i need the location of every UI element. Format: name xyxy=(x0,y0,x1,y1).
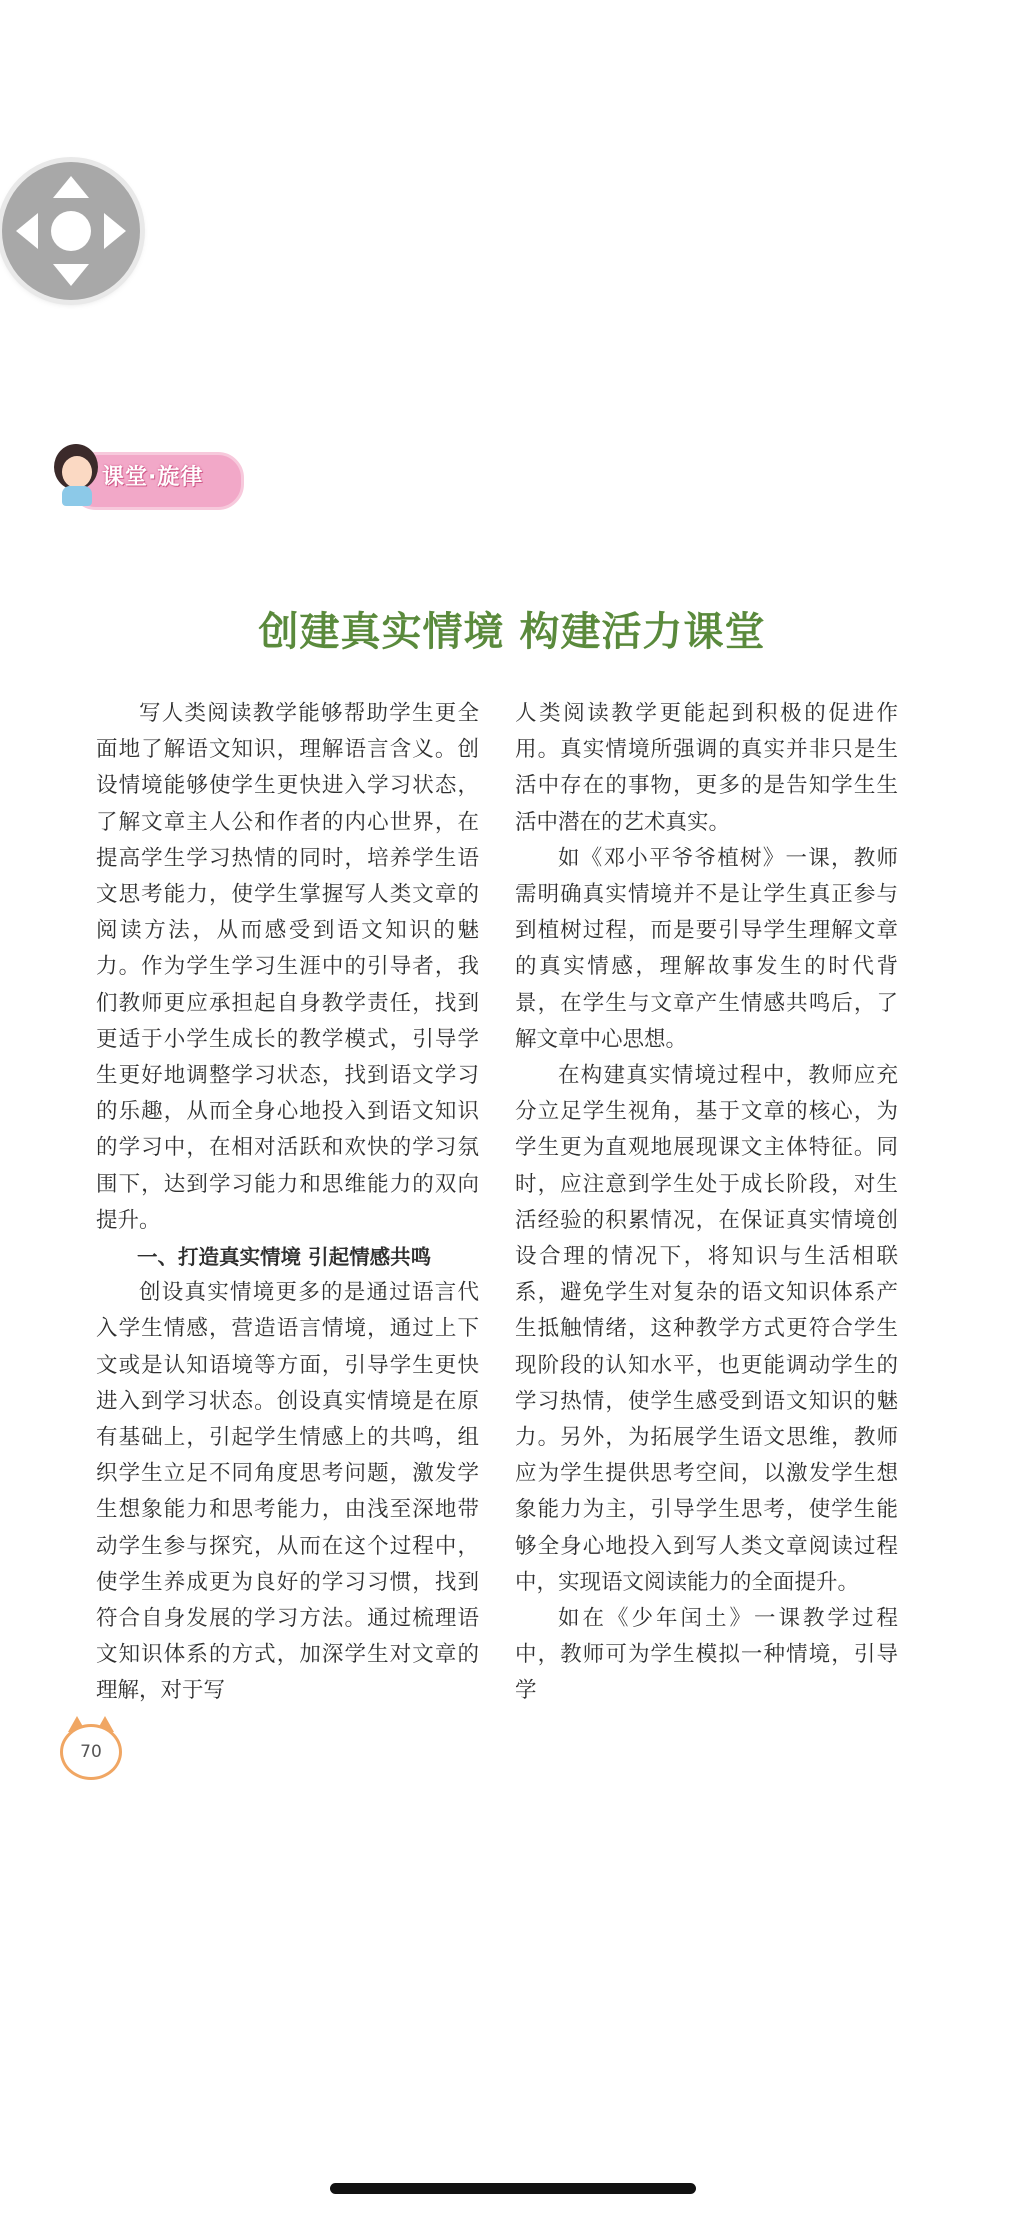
right-column xyxy=(515,696,898,1710)
paragraph: 如在《少年闰土》一课教学过程中，教师可为学生模拟一种情境，引导学 xyxy=(515,1606,898,1704)
left-column xyxy=(96,696,479,1710)
paragraph: 如《邓小平爷爷植树》一课，教师需明确真实情境并不是让学生真正参与到植树过程，而是要引导学生理解文章的真实情感，理解故事发生的时代背景，在学生与文章产生情感共鸣后，了解文章中心思想。 xyxy=(515,845,898,1052)
article-title: 创建真实情境 构建活力课堂 xyxy=(258,608,766,655)
center-button[interactable] xyxy=(51,211,91,251)
directional-pad-control[interactable] xyxy=(2,162,140,300)
arrow-left-icon[interactable] xyxy=(16,213,38,249)
section-label: 课堂·旋律 xyxy=(102,465,204,490)
paragraph: 在构建真实情境过程中，教师应充分立足学生视角，基于文章的核心，为学生更为直观地展现课文主体特征。同时，应注意到学生处于成长阶段，对生活经验的积累情况，在保证真实情境创设合理的情况下，将知识与生活相联系，避免学生对复杂的语文知识体系产生抵触情绪，这种教学方式更符合学生现阶段的认知水平，也更能调动学生的学习热情，使学生感受到语文知识的魅力。另外，为拓展学生语文思维，教师应为学生提供思考空间，以激发学生想象能力为主，引导学生思考，使学生能够全身心地投入到写人类文章阅读过程中，实现语文阅读能力的全面提升。 xyxy=(515,1063,898,1595)
girl-face-icon xyxy=(62,456,92,488)
paragraph: 创设真实情境更多的是通过语言代入学生情感，营造语言情境，通过上下文或是认知语境等方面，引导学生更快进入到学习状态。创设真实情境是在原有基础上，引起学生情感上的共鸣，组织学生立足不同角度思考问题，激发学生想象能力和思考能力，由浅至深地带动学生参与探究，从而在这个过程中，使学生养成更为良好的学习习惯，找到符合自身发展的学习方法。通过梳理语文知识体系的方式，加深学生对文章的理解，对于写 xyxy=(96,1280,479,1704)
arrow-right-icon[interactable] xyxy=(104,213,126,249)
girl-body-icon xyxy=(62,486,92,506)
page-number: 70 xyxy=(80,1742,102,1762)
page-number-badge xyxy=(60,1716,120,1776)
section-badge xyxy=(52,442,238,510)
arrow-down-icon[interactable] xyxy=(53,264,89,286)
paragraph: 人类阅读教学更能起到积极的促进作用。真实情境所强调的真实并非只是生活中存在的事物，更多的是告知学生生活中潜在的艺术真实。 xyxy=(515,701,898,835)
section-heading: 一、打造真实情境 引起情感共鸣 xyxy=(137,1245,432,1270)
arrow-up-icon[interactable] xyxy=(53,176,89,198)
paragraph: 写人类阅读教学能够帮助学生更全面地了解语文知识，理解语言含义。创设情境能够使学生更快进入学习状态，了解文章主人公和作者的内心世界，在提高学生学习热情的同时，培养学生语文思考能力，使学生掌握写人类文章的阅读方法，从而感受到语文知识的魅力。作为学生学习生涯中的引导者，我们教师更应承担起自身教学责任，找到更适于小学生成长的教学模式，引导学生更好地调整学习状态，找到语文学习的乐趣，从而全身心地投入到语文知识的学习中，在相对活跃和欢快的学习氛围下，达到学习能力和思维能力的双向提升。 xyxy=(96,701,479,1233)
home-indicator[interactable] xyxy=(330,2183,696,2194)
